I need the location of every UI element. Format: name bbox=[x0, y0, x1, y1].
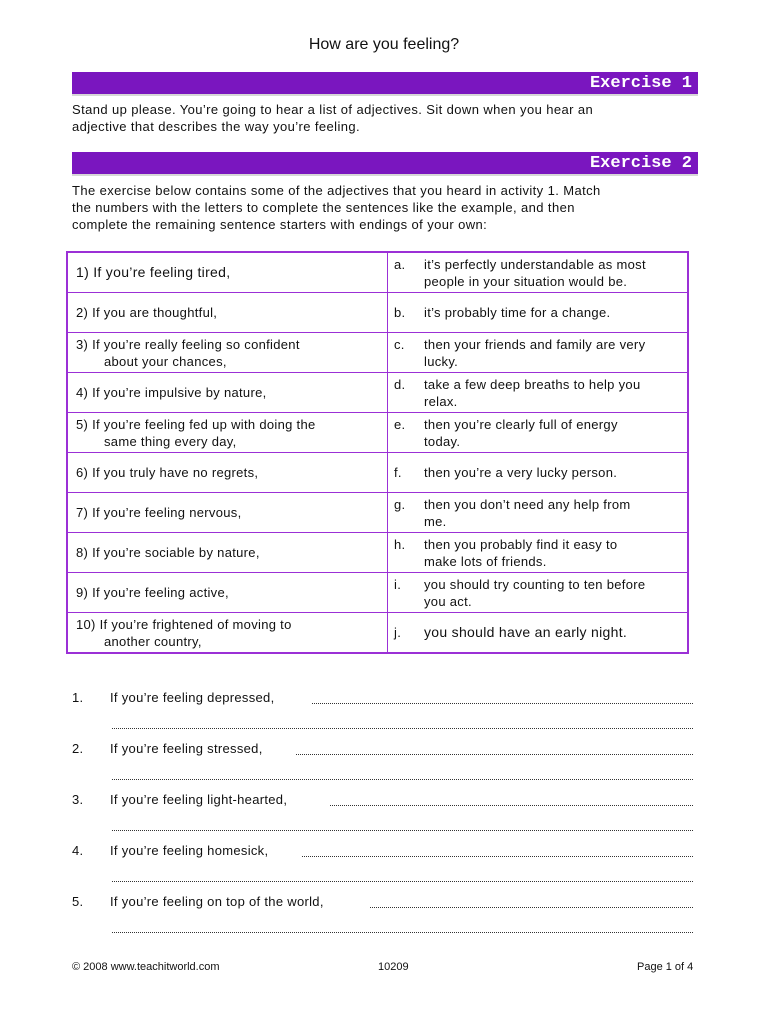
ending-letter: b. bbox=[394, 305, 406, 320]
ending-text bbox=[424, 256, 646, 290]
answer-number: 5. bbox=[72, 894, 84, 909]
sentence-starter-cell bbox=[67, 333, 388, 373]
ending-letter: d. bbox=[394, 376, 406, 392]
sentence-ending-cell bbox=[388, 613, 689, 654]
answer-number: 2. bbox=[72, 741, 84, 756]
sentence-starter-cell bbox=[67, 493, 388, 533]
sentence-starter-cell bbox=[67, 293, 388, 333]
sentence-ending-cell bbox=[388, 453, 689, 493]
footer-code: 10209 bbox=[378, 961, 409, 973]
answer-line-5b[interactable] bbox=[112, 932, 693, 933]
ending-text bbox=[424, 576, 645, 610]
ending-line: then you don’t need any help from bbox=[424, 496, 631, 512]
exercise-1-heading: Exercise 1 bbox=[589, 74, 692, 93]
answer-prompt: If you’re feeling light-hearted, bbox=[110, 792, 288, 807]
sentence-starter-text: 8) If you’re sociable by nature, bbox=[76, 545, 260, 560]
exercise-2-heading: Exercise 2 bbox=[589, 154, 692, 173]
answer-line-1a[interactable] bbox=[312, 703, 693, 704]
sentence-starter-text: 6) If you truly have no regrets, bbox=[76, 465, 259, 480]
table-row bbox=[67, 373, 688, 413]
answer-line-2b[interactable] bbox=[112, 779, 693, 780]
ending-letter: e. bbox=[394, 416, 406, 432]
table-row bbox=[67, 333, 688, 373]
table-row bbox=[67, 453, 688, 493]
ending-line: then you’re clearly full of energy bbox=[424, 416, 618, 432]
sentence-starter-cell bbox=[67, 453, 388, 493]
ending-line: take a few deep breaths to help you bbox=[424, 376, 641, 392]
exercise-2-header-bar bbox=[72, 152, 698, 176]
answer-prompt: If you’re feeling on top of the world, bbox=[110, 894, 324, 909]
ending-letter: g. bbox=[394, 496, 406, 512]
ending-text bbox=[424, 496, 630, 530]
footer-page-number: Page 1 of 4 bbox=[637, 961, 694, 973]
ending-text bbox=[424, 376, 640, 410]
sentence-starter-text: 2) If you are thoughtful, bbox=[76, 305, 218, 320]
sentence-starter-cell bbox=[67, 373, 388, 413]
ending-line: lucky. bbox=[424, 353, 459, 369]
ending-letter: i. bbox=[394, 576, 402, 592]
table-row bbox=[67, 493, 688, 533]
answer-number: 3. bbox=[72, 792, 84, 807]
sentence-ending-cell bbox=[388, 373, 689, 413]
matching-table bbox=[66, 251, 689, 654]
ending-letter: h. bbox=[394, 536, 406, 552]
ending-line: then your friends and family are very bbox=[424, 336, 646, 352]
ending-line: me. bbox=[424, 513, 447, 529]
sentence-starter-cell bbox=[67, 573, 388, 613]
sentence-starter-text: 5) If you’re feeling fed up with doing the bbox=[76, 416, 316, 432]
ending-line: today. bbox=[424, 433, 461, 449]
answer-line-3a[interactable] bbox=[330, 805, 693, 806]
table-row bbox=[67, 533, 688, 573]
ending-line: make lots of friends. bbox=[424, 553, 547, 569]
table-row bbox=[67, 413, 688, 453]
sentence-ending-cell bbox=[388, 493, 689, 533]
ending-text bbox=[424, 416, 618, 450]
ending-line: relax. bbox=[424, 393, 458, 409]
exercise-1-header-bar bbox=[72, 72, 698, 96]
instruction-line: complete the remaining sentence starters with endings of your own: bbox=[72, 217, 488, 232]
sentence-ending-cell bbox=[388, 333, 689, 373]
answer-line-1b[interactable] bbox=[112, 728, 693, 729]
sentence-starter-text: about your chances, bbox=[104, 353, 227, 369]
sentence-starter-text: 9) If you’re feeling active, bbox=[76, 585, 229, 600]
ending-text bbox=[424, 304, 610, 321]
footer-copyright: © 2008 www.teachitworld.com bbox=[72, 961, 220, 973]
answer-line-3b[interactable] bbox=[112, 830, 693, 831]
ending-letter: j. bbox=[394, 625, 402, 640]
ending-text bbox=[424, 536, 617, 570]
answer-prompt: If you’re feeling depressed, bbox=[110, 690, 275, 705]
instruction-line: The exercise below contains some of the adjectives that you heard in activity 1. Match bbox=[72, 183, 601, 198]
sentence-ending-cell bbox=[388, 533, 689, 573]
ending-letter: f. bbox=[394, 465, 402, 480]
exercise-1-instructions bbox=[72, 101, 702, 135]
sentence-starter-text: 3) If you’re really feeling so confident bbox=[76, 336, 300, 352]
instruction-line: adjective that describes the way you’re feeling. bbox=[72, 119, 361, 134]
sentence-ending-cell bbox=[388, 293, 689, 333]
ending-line: you should have an early night. bbox=[424, 624, 628, 640]
ending-letter: c. bbox=[394, 336, 405, 352]
sentence-starter-cell bbox=[67, 252, 388, 293]
ending-line: you should try counting to ten before bbox=[424, 576, 646, 592]
sentence-ending-cell bbox=[388, 252, 689, 293]
ending-line: you act. bbox=[424, 593, 472, 609]
ending-letter: a. bbox=[394, 256, 406, 272]
sentence-starter-text: 10) If you’re frightened of moving to bbox=[76, 616, 292, 632]
table-row bbox=[67, 293, 688, 333]
answer-prompt: If you’re feeling homesick, bbox=[110, 843, 269, 858]
sentence-starter-cell bbox=[67, 613, 388, 654]
ending-line: people in your situation would be. bbox=[424, 273, 628, 289]
sentence-starter-cell bbox=[67, 533, 388, 573]
sentence-starter-text: 7) If you’re feeling nervous, bbox=[76, 505, 242, 520]
sentence-starter-text: 4) If you’re impulsive by nature, bbox=[76, 385, 267, 400]
ending-line: then you probably find it easy to bbox=[424, 536, 618, 552]
answer-prompt: If you’re feeling stressed, bbox=[110, 741, 263, 756]
answer-line-4a[interactable] bbox=[302, 856, 693, 857]
table-row bbox=[67, 613, 688, 654]
ending-text bbox=[424, 336, 645, 370]
instruction-line: Stand up please. You’re going to hear a list of adjectives. Sit down when you hear an bbox=[72, 102, 594, 117]
page-title: How are you feeling? bbox=[308, 36, 460, 53]
ending-text bbox=[424, 464, 617, 481]
answer-line-4b[interactable] bbox=[112, 881, 693, 882]
answer-line-2a[interactable] bbox=[296, 754, 693, 755]
table-row bbox=[67, 573, 688, 613]
ending-line: it’s probably time for a change. bbox=[424, 305, 611, 320]
sentence-starter-cell bbox=[67, 413, 388, 453]
sentence-starter-text: 1) If you’re feeling tired, bbox=[76, 264, 231, 280]
ending-line: it’s perfectly understandable as most bbox=[424, 256, 646, 272]
ending-text bbox=[424, 624, 627, 641]
sentence-ending-cell bbox=[388, 413, 689, 453]
sentence-starter-text: another country, bbox=[104, 633, 202, 649]
table-row bbox=[67, 252, 688, 293]
exercise-2-instructions bbox=[72, 182, 702, 233]
answer-line-5a[interactable] bbox=[370, 907, 693, 908]
sentence-starter-text: same thing every day, bbox=[104, 433, 237, 449]
sentence-ending-cell bbox=[388, 573, 689, 613]
answer-number: 1. bbox=[72, 690, 84, 705]
instruction-line: the numbers with the letters to complete the sentences like the example, and then bbox=[72, 200, 575, 215]
answer-number: 4. bbox=[72, 843, 84, 858]
ending-line: then you’re a very lucky person. bbox=[424, 465, 618, 480]
